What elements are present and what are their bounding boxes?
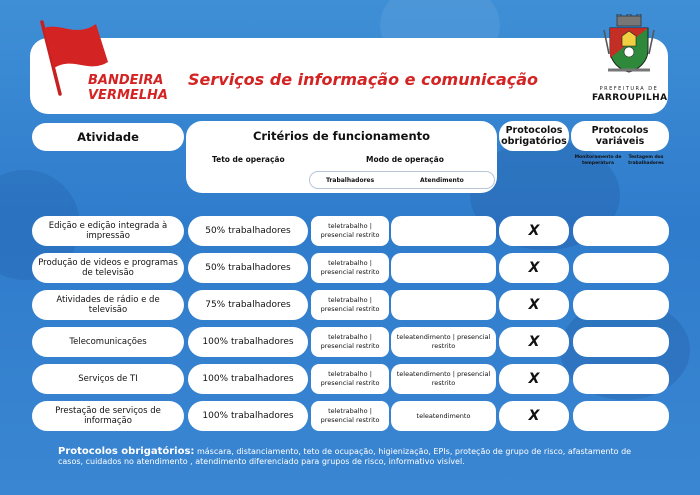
trabalhadores-cell: teletrabalho | presencial restrito: [311, 253, 389, 283]
activity-cell: Edição e edição integrada à impressão: [32, 216, 184, 246]
atendimento-cell: teleatendimento: [391, 401, 496, 431]
column-header-atendimento: Atendimento: [420, 177, 464, 184]
teto-cell: 100% trabalhadores: [188, 364, 308, 394]
teto-cell: 50% trabalhadores: [188, 253, 308, 283]
municipality-subtitle: PREFEITURA DE: [599, 86, 659, 92]
protocolos-variaveis-cell: [573, 290, 669, 320]
protocolos-obrigatorios-cell: X: [499, 327, 569, 357]
atendimento-cell: [391, 253, 496, 283]
column-header-activity: Atividade: [32, 123, 184, 151]
atendimento-cell: [391, 216, 496, 246]
trabalhadores-cell: teletrabalho | presencial restrito: [311, 401, 389, 431]
activity-cell: Atividades de rádio e de televisão: [32, 290, 184, 320]
municipal-crest-icon: [600, 14, 658, 76]
municipality-name: FARROUPILHA: [592, 93, 668, 103]
protocolos-obrigatorios-cell: X: [499, 253, 569, 283]
activity-cell: Produção de videos e programas de televisão: [32, 253, 184, 283]
protocolos-variaveis-cell: [573, 253, 669, 283]
trabalhadores-cell: teletrabalho | presencial restrito: [311, 216, 389, 246]
teto-cell: 75% trabalhadores: [188, 290, 308, 320]
protocolos-obrigatorios-cell: X: [499, 290, 569, 320]
footer-lead: Protocolos obrigatórios:: [58, 446, 195, 457]
subheader-monitoramento: Monitoramento de temperatura: [574, 155, 622, 166]
teto-cell: 100% trabalhadores: [188, 327, 308, 357]
protocolos-obrigatorios-cell: X: [499, 216, 569, 246]
teto-cell: 50% trabalhadores: [188, 216, 308, 246]
footer-text: máscara, distanciamento, teto de ocupação, higienização, EPIs, proteção de grupo de risco, afastamento de casos, cuidados no atendimento , atendimento diferenciado para grupos de risco, informativo visível.: [58, 447, 632, 466]
column-header-modo: Modo de operação: [366, 155, 444, 164]
column-header-protocolos-variaveis: Protocolos variáveis: [571, 121, 669, 151]
trabalhadores-cell: teletrabalho | presencial restrito: [311, 290, 389, 320]
criteria-title: Critérios de funcionamento: [252, 129, 431, 143]
column-header-trabalhadores: Trabalhadores: [326, 177, 375, 184]
column-header-protocolos-obrigatorios: Protocolos obrigatórios: [499, 121, 569, 151]
protocolos-obrigatorios-cell: X: [499, 364, 569, 394]
trabalhadores-cell: teletrabalho | presencial restrito: [311, 327, 389, 357]
protocolos-variaveis-cell: [573, 216, 669, 246]
protocolos-variaveis-cell: [573, 364, 669, 394]
column-header-teto: Teto de operação: [212, 155, 285, 164]
flag-label: BANDEIRA VERMELHA: [88, 73, 168, 103]
activity-cell: Telecomunicações: [32, 327, 184, 357]
activity-cell: Serviços de TI: [32, 364, 184, 394]
atendimento-cell: [391, 290, 496, 320]
protocolos-variaveis-cell: [573, 327, 669, 357]
trabalhadores-cell: teletrabalho | presencial restrito: [311, 364, 389, 394]
atendimento-cell: teleatendimento | presencial restrito: [391, 327, 496, 357]
activity-cell: Prestação de serviços de informação: [32, 401, 184, 431]
protocolos-obrigatorios-cell: X: [499, 401, 569, 431]
teto-cell: 100% trabalhadores: [188, 401, 308, 431]
subheader-testagem: Testagem dos trabalhadores: [628, 155, 664, 166]
footer-protocols-note: [58, 447, 658, 467]
page-title: Serviços de informação e comunicação: [188, 70, 539, 89]
atendimento-cell: teleatendimento | presencial restrito: [391, 364, 496, 394]
protocolos-variaveis-cell: [573, 401, 669, 431]
